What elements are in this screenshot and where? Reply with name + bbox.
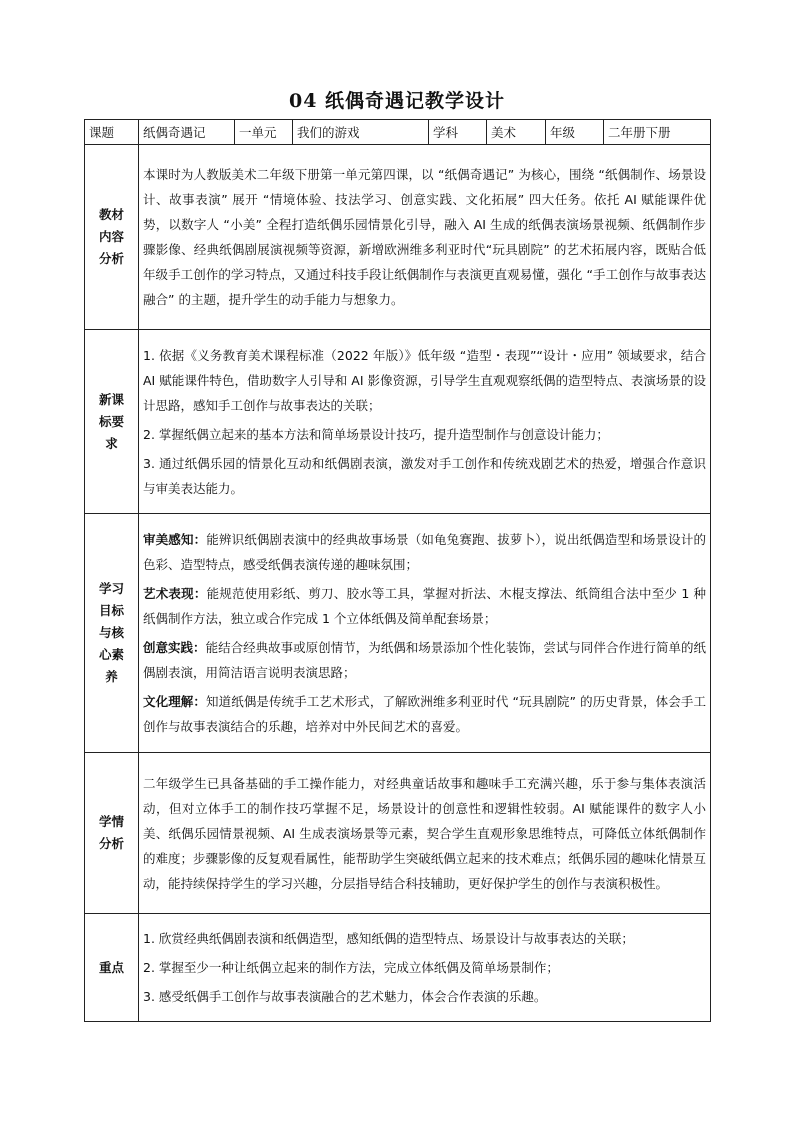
material-analysis-text: 本课时为人教版美术二年级下册第一单元第四课，以 “纸偶奇遇记” 为核心，围绕 “纸偶制作、场景设计、故事表演” 展开 “情境体验、技法学习、创意实践、文化拓展” 四大任务。依托 AI 赋能课件优势，以数字人 “小美” 全程打造纸偶乐园情景化引导，融入 AI 生成的纸偶表演场景视频、纸偶制作步骤影像、经典纸偶剧展演视频等资源，新增欧洲维多利亚时代“玩具剧院” 的艺术拓展内容，既贴合低年级手工创作的学习特点，又通过科技手段让纸偶制作与表演更直观易懂，强化 “手工创作与故事表达融合” 的主题，提升学生的动手能力与想象力。 — [139, 145, 711, 330]
learning-goals-row — [85, 514, 711, 753]
goal-item-aesthetic — [143, 527, 706, 577]
material-analysis-row — [85, 145, 711, 330]
goal-key: 艺术表现： — [143, 586, 207, 601]
key-points-label — [85, 914, 139, 1022]
key-point-item: 2. 掌握至少一种让纸偶立起来的制作方法，完成立体纸偶及简单场景制作； — [143, 960, 559, 975]
unit-label: 一单元 — [235, 120, 293, 145]
unit-value: 我们的游戏 — [293, 120, 429, 145]
learner-analysis-label — [85, 753, 139, 914]
goal-key: 审美感知： — [143, 532, 207, 547]
key-point-item: 3. 感受纸偶手工创作与故事表演融合的艺术魅力，体会合作表演的乐趣。 — [143, 989, 547, 1004]
label-line: 分析 — [98, 251, 124, 266]
goal-text: 能规范使用彩纸、剪刀、胶水等工具，掌握对折法、木棍支撑法、纸筒组合法中至少 1 种纸偶制作方法，独立或合作完成 1 个立体纸偶及简单配套场景； — [143, 586, 706, 626]
label-line: 求 — [105, 435, 118, 451]
key-points-content — [139, 914, 711, 1022]
subject-label: 学科 — [429, 120, 487, 145]
key-point-item: 1. 欣赏经典纸偶剧表演和纸偶造型，感知纸偶的造型特点、场景设计与故事表达的关联； — [143, 931, 634, 946]
label-line: 新课 — [98, 391, 124, 407]
key-points-row — [85, 914, 711, 1022]
goal-item-creative — [143, 635, 706, 685]
standards-label — [85, 330, 139, 514]
goal-text: 能结合经典故事或原创情节，为纸偶和场景添加个性化装饰，尝试与同伴合作进行简单的纸偶剧表演，用简洁语言说明表演思路； — [143, 640, 706, 680]
label-line: 重点 — [98, 959, 124, 975]
label-line: 学情 — [98, 814, 124, 829]
goal-key: 文化理解： — [143, 694, 207, 709]
course-value: 纸偶奇遇记 — [139, 120, 235, 145]
lesson-plan-table — [84, 119, 711, 1022]
goal-key: 创意实践： — [143, 640, 206, 655]
course-label: 课题 — [85, 120, 139, 145]
learning-goals-label — [85, 514, 139, 753]
grade-label: 年级 — [546, 120, 604, 145]
label-line: 心素 — [98, 647, 124, 662]
standards-row — [85, 330, 711, 514]
subject-value: 美术 — [487, 120, 546, 145]
grade-value: 二年册下册 — [604, 120, 711, 145]
standards-item: 3. 通过纸偶乐园的情景化互动和纸偶剧表演，激发对手工创作和传统戏剧艺术的热爱，增强合作意识与审美表达能力。 — [143, 455, 706, 496]
label-line: 目标 — [98, 603, 124, 618]
label-line: 养 — [105, 669, 118, 684]
goal-item-expression — [143, 581, 706, 631]
header-row — [85, 120, 711, 145]
label-line: 内容 — [98, 229, 124, 244]
standards-item: 1. 依据《义务教育美术课程标准（2022 年版）》低年级 “造型・表现”“设计・应用” 领域要求，结合 AI 赋能课件特色，借助数字人引导和 AI 影像资源，引导学生直观观察纸偶的造型特点、表演场景的设计思路，感知手工创作与故事表达的关联； — [143, 347, 706, 413]
goal-text: 知道纸偶是传统手工艺术形式，了解欧洲维多利亚时代 “玩具剧院” 的历史背景，体会手工创作与故事表演结合的乐趣，培养对中外民间艺术的喜爱。 — [143, 694, 706, 734]
standards-content — [139, 330, 711, 514]
standards-item: 2. 掌握纸偶立起来的基本方法和简单场景设计技巧，提升造型制作与创意设计能力； — [143, 426, 609, 442]
learning-goals-content — [139, 514, 711, 753]
learner-analysis-row — [85, 753, 711, 914]
label-line: 教材 — [98, 207, 124, 222]
label-line: 与核 — [98, 625, 124, 640]
document-title: 04 纸偶奇遇记教学设计 — [288, 90, 506, 112]
label-line: 分析 — [98, 836, 124, 851]
learner-analysis-text: 二年级学生已具备基础的手工操作能力，对经典童话故事和趣味手工充满兴趣，乐于参与集体表演活动，但对立体手工的制作技巧掌握不足，场景设计的创意性和逻辑性较弱。AI 赋能课件的数字人小美、纸偶乐园情景视频、AI 生成表演场景等元素，契合学生直观形象思维特点，可降低立体纸偶制作的难度；步骤影像的反复观看属性，能帮助学生突破纸偶立起来的技术难点；纸偶乐园的趣味化情景互动，能持续保持学生的学习兴趣，分层指导结合科技辅助，更好保护学生的创作与表演积极性。 — [139, 753, 711, 914]
label-line: 标要 — [98, 413, 124, 429]
material-analysis-label — [85, 145, 139, 330]
goal-text: 能辨识纸偶剧表演中的经典故事场景（如龟兔赛跑、拔萝卜），说出纸偶造型和场景设计的色彩、造型特点，感受纸偶表演传递的趣味氛围； — [143, 532, 706, 572]
goal-item-culture — [143, 689, 706, 739]
label-line: 学习 — [98, 581, 124, 596]
